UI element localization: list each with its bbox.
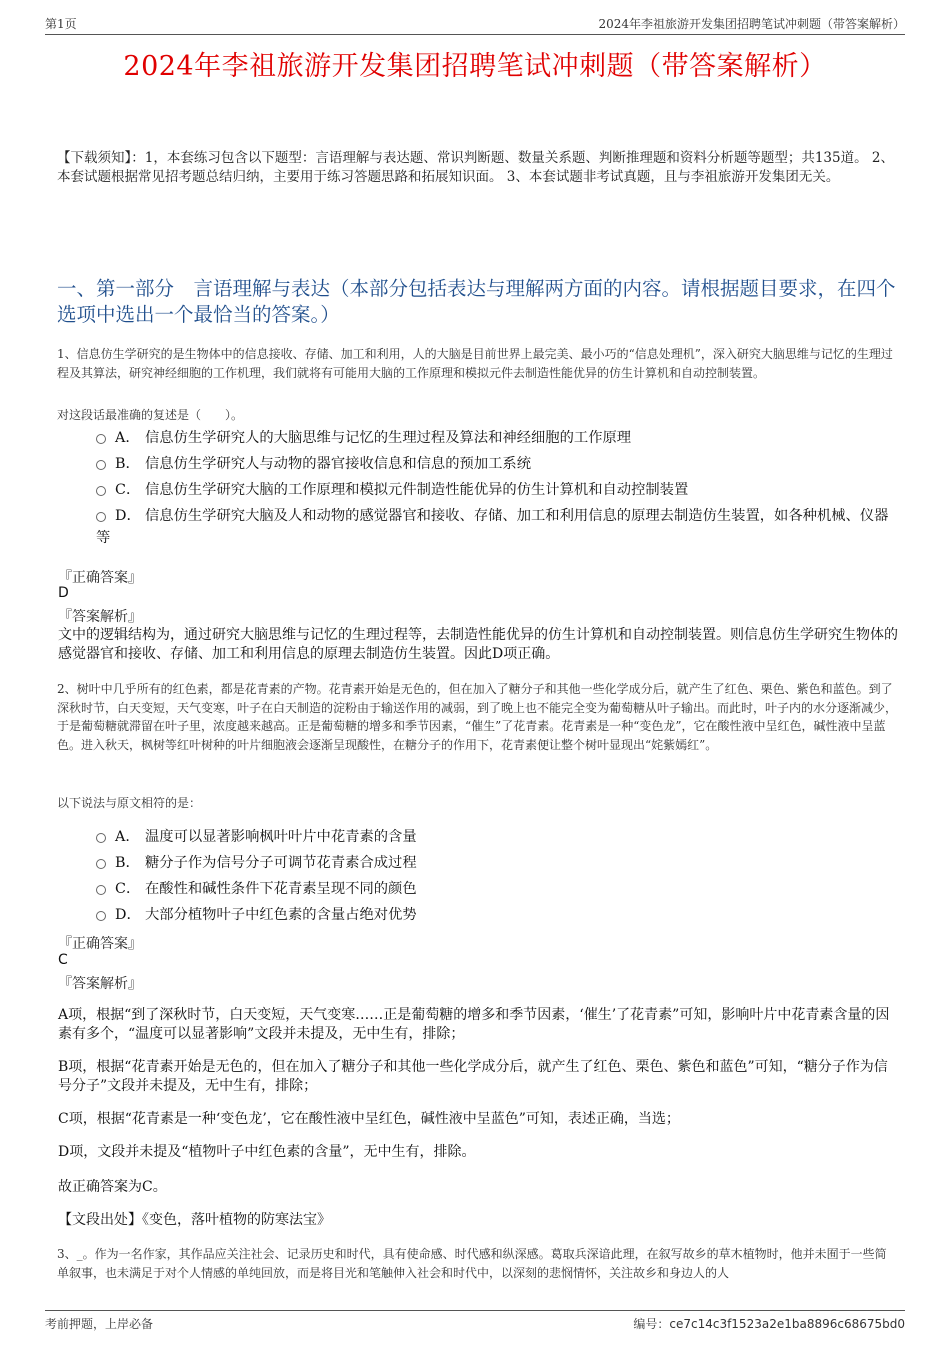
option-b[interactable]: B． 糖分子作为信号分子可调节花青素合成过程 <box>96 852 896 878</box>
correct-answer-value: C <box>58 952 68 968</box>
page-number: 第1页 <box>45 17 77 31</box>
footer-code <box>633 1315 905 1332</box>
analysis-item-a: A项，根据“到了深秋时节，白天变短，天气变寒……正是葡萄糖的增多和季节因素，‘催生’了花青素”可知，影响叶片中花青素含量的因素有多个，“温度可以显著影响”文段并未提及，无中生有，排除； <box>58 1007 890 1042</box>
radio-button[interactable] <box>96 885 106 895</box>
section-heading: 一、第一部分 言语理解与表达（本部分包括表达与理解两方面的内容。请根据题目要求，在四个选项中选出一个最恰当的答案。） <box>57 277 896 326</box>
correct-answer-value: D <box>58 585 69 601</box>
radio-button[interactable] <box>96 460 106 470</box>
radio-button[interactable] <box>96 434 106 444</box>
analysis-item-b: B项，根据“花青素开始是无色的，但在加入了糖分子和其他一些化学成分后，就产生了红色、栗色、紫色和蓝色”可知，“糖分子作为信号分子”文段并未提及，无中生有，排除； <box>58 1059 888 1094</box>
analysis-text: 文中的逻辑结构为，通过研究大脑思维与记忆的生理过程等，去制造性能优异的仿生计算机和自动控制装置。则信息仿生学研究生物体的感觉器官和接收、存储、加工和利用信息的原理去制造仿生装置。因此D项正确。 <box>58 627 898 662</box>
correct-answer-label: 『正确答案』 <box>58 936 142 952</box>
analysis-label: 『答案解析』 <box>58 609 142 625</box>
radio-button[interactable] <box>96 911 106 921</box>
question-2-options <box>96 826 896 930</box>
radio-button[interactable] <box>96 486 106 496</box>
question-1-stem: 1、信息仿生学研究的是生物体中的信息接收、存储、加工和利用，人的大脑是目前世界上最完美、最小巧的“信息处理机”，深入研究大脑思维与记忆的生理过程及其算法，研究神经细胞的工作机理，我们就将有可能用大脑的工作原理和模拟元件去制造性能优异的仿生计算机和自动控制装置。 <box>57 347 893 380</box>
analysis-label: 『答案解析』 <box>58 976 142 992</box>
footer-slogan: 考前押题，上岸必备 <box>45 1317 154 1331</box>
question-1-ask: 对这段话最准确的复述是（ ）。 <box>57 408 244 422</box>
footer-code-label: 编号： <box>633 1317 670 1331</box>
radio-button[interactable] <box>96 512 106 522</box>
question-2-ask: 以下说法与原文相符的是： <box>57 796 202 810</box>
option-b[interactable]: B． 信息仿生学研究人与动物的器官接收信息和信息的预加工系统 <box>96 453 896 479</box>
option-c[interactable]: C． 在酸性和碱性条件下花青素呈现不同的颜色 <box>96 878 896 904</box>
radio-button[interactable] <box>96 859 106 869</box>
header-doc-title: 2024年李祖旅游开发集团招聘笔试冲刺题（带答案解析） <box>598 17 905 31</box>
page-header <box>45 14 905 35</box>
analysis-item-d: D项，文段并未提及“植物叶子中红色素的含量”，无中生有，排除。 <box>58 1144 476 1160</box>
correct-answer-label: 『正确答案』 <box>58 570 142 586</box>
option-a[interactable]: A． 信息仿生学研究人的大脑思维与记忆的生理过程及算法和神经细胞的工作原理 <box>96 427 896 453</box>
radio-button[interactable] <box>96 833 106 843</box>
option-c[interactable]: C． 信息仿生学研究大脑的工作原理和模拟元件制造性能优异的仿生计算机和自动控制装置 <box>96 479 896 505</box>
analysis-conclusion: 故正确答案为C。 <box>58 1179 167 1195</box>
analysis-source: 【文段出处】《变色，落叶植物的防寒法宝》 <box>58 1212 331 1228</box>
download-notice: 【下载须知】：1，本套练习包含以下题型：言语理解与表达题、常识判断题、数量关系题、判断推理题和资料分析题等题型；共135道。 2、本套试题根据常见招考题总结归纳，主要用于练习答题思路和拓展知识面。 3、本套试题非考试真题，且与李祖旅游开发集团无关。 <box>57 150 894 185</box>
option-a[interactable]: A． 温度可以显著影响枫叶叶片中花青素的含量 <box>96 826 896 852</box>
analysis-item-c: C项，根据“花青素是一种‘变色龙’，它在酸性液中呈红色，碱性液中呈蓝色”可知，表述正确，当选； <box>58 1111 680 1127</box>
footer-code-value: ce7c14c3f1523a2e1ba8896c68675bd0 <box>669 1317 905 1331</box>
page-footer <box>45 1310 905 1331</box>
question-1-options <box>96 427 896 553</box>
question-3-stem: 3、_。作为一名作家，其作品应关注社会、记录历史和时代，具有使命感、时代感和纵深感。葛取兵深谙此理，在叙写故乡的草木植物时，他并未囿于一些简单叙事，也未满足于对个人情感的单纯回放，而是将目光和笔触伸入社会和时代中，以深刻的悲悯情怀，关注故乡和身边人的人 <box>57 1247 887 1280</box>
question-2-stem: 2、树叶中几乎所有的红色素，都是花青素的产物。花青素开始是无色的，但在加入了糖分子和其他一些化学成分后，就产生了红色、栗色、紫色和蓝色。到了深秋时节，白天变短，天气变寒，叶子在白天制造的淀粉由于输送作用的减弱，到了晚上也不能完全变为葡萄糖从叶子输出。而此时，叶子内的水分逐渐减少，于是葡萄糖就滞留在叶子里，浓度越来越高。正是葡萄糖的增多和季节因素，“催生”了花青素。花青素是一种“变色龙”，它在酸性液中呈红色，碱性液中呈蓝色。进入秋天，枫树等红叶树种的叶片细胞液会逐渐呈现酸性，在糖分子的作用下，花青素便让整个树叶显现出“姹紫嫣红”。 <box>57 682 898 752</box>
option-d[interactable]: D． 大部分植物叶子中红色素的含量占绝对优势 <box>96 904 896 930</box>
option-d[interactable]: D． 信息仿生学研究大脑及人和动物的感觉器官和接收、存储、加工和利用信息的原理去制造仿生装置，如各种机械、仪器等 <box>96 508 889 546</box>
page-title: 2024年李祖旅游开发集团招聘笔试冲刺题（带答案解析） <box>123 51 827 82</box>
